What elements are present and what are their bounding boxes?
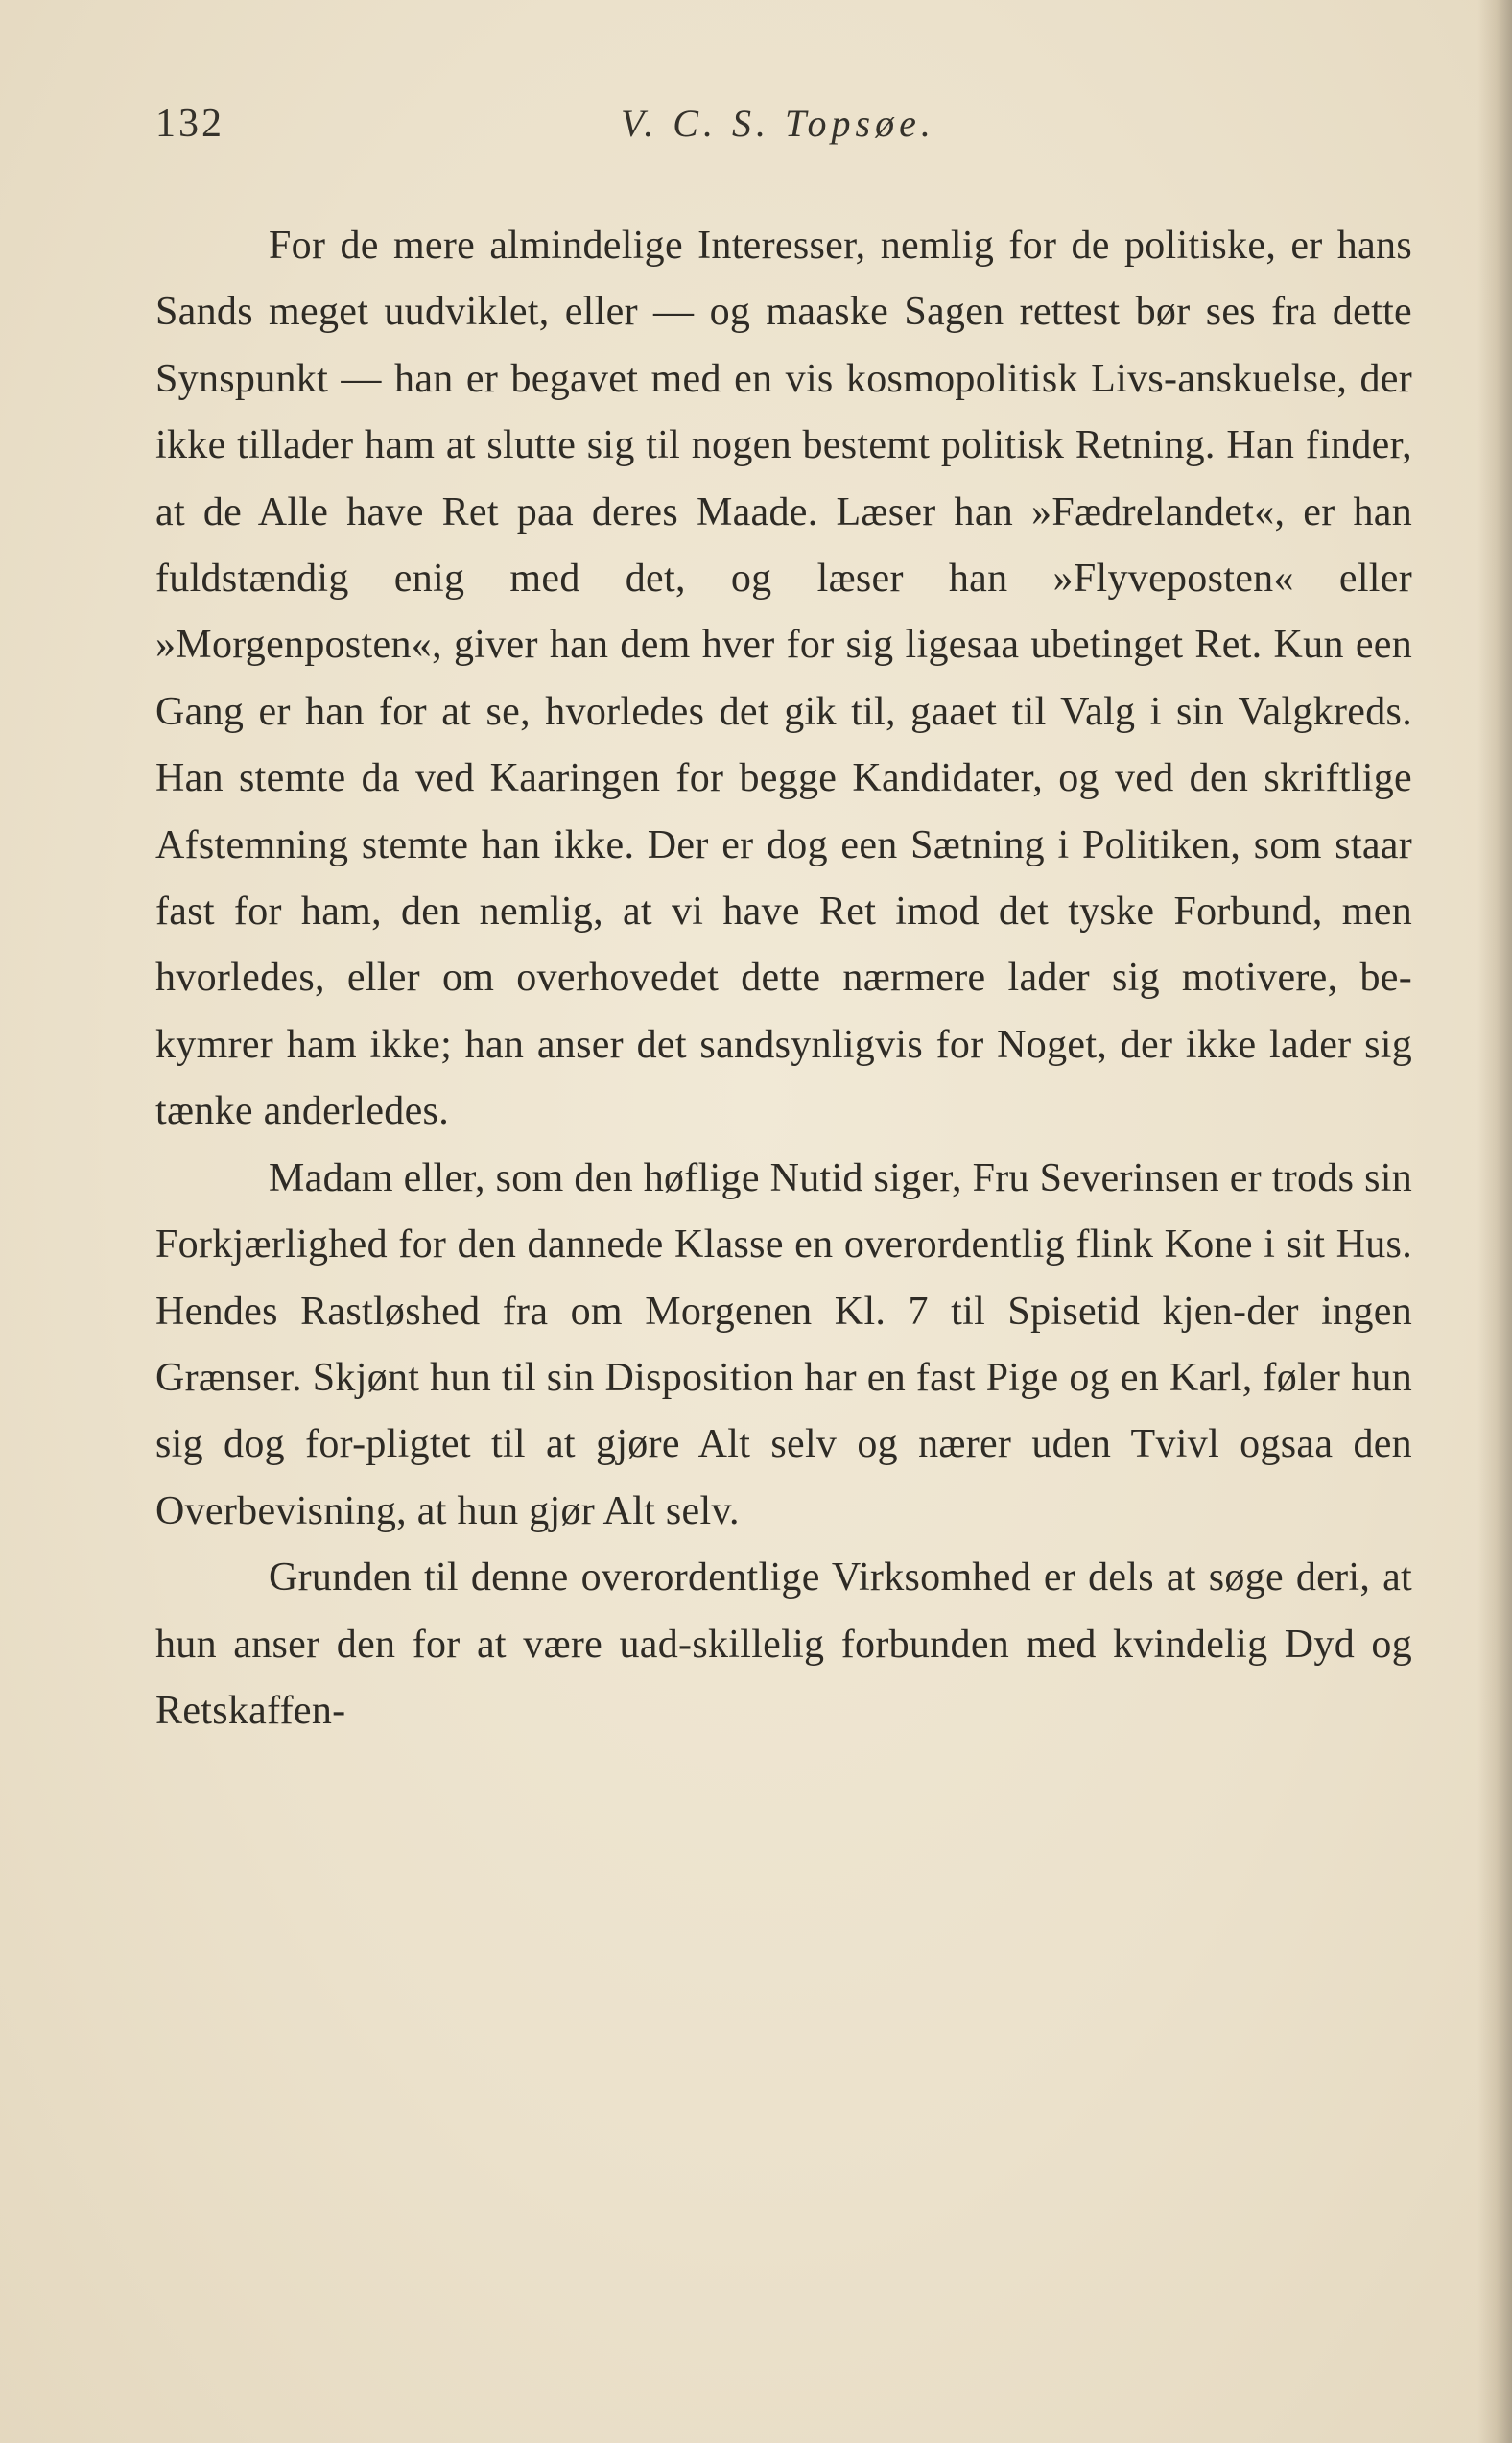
page-number: 132 — [155, 102, 224, 146]
running-head: V. C. S. Topsøe. — [621, 102, 935, 145]
body-text — [155, 213, 1412, 1744]
paragraph-2: Madam eller, som den høflige Nutid siger, Fru Severinsen er trods sin Forkjærlighed for den dannede Klasse en overordentlig flink Kone i sit Hus. Hendes Rastløshed fra om Morgenen Kl. 7 til Spisetid kjen-der ingen Grænser. Skjønt hun til sin Disposition har en fast Pige og en Karl, føler hun sig dog for-pligtet til at gjøre Alt selv og nærer uden Tvivl ogsaa den Overbevisning, at hun gjør Alt selv. — [155, 1155, 1412, 1533]
paragraph-1: For de mere almindelige Interesser, nemlig for de politiske, er hans Sands meget uudviklet, eller — og maaske Sagen rettest bør ses fra dette Synspunkt — han er begavet med en vis kosmopolitisk Livs-anskuelse, der ikke tillader ham at slutte sig til nogen bestemt politisk Retning. Han finder, at de Alle have Ret paa deres Maade. Læser han »Fædrelandet«, er han fuldstændig enig med det, og læser han »Flyveposten« eller »Morgenposten«, giver han dem hver for sig ligesaa ubetinget Ret. Kun een Gang er han for at se, hvorledes det gik til, gaaet til Valg i sin Valgkreds. Han stemte da ved Kaaringen for begge Kandidater, og ved den skriftlige Afstemning stemte han ikke. Der er dog een Sætning i Politiken, som staar fast for ham, den nemlig, at vi have Ret imod det tyske Forbund, men hvorledes, eller om overhovedet dette nærmere lader sig motivere, be-kymrer ham ikke; han anser det sandsynligvis for Noget, der ikke lader sig tænke anderledes. — [155, 224, 1412, 1134]
page-edge-shadow — [1477, 0, 1512, 2443]
page-header — [155, 101, 1422, 158]
paragraph-3: Grunden til denne overordentlige Virksomhed er dels at søge deri, at hun anser den for at være uad-skillelig forbunden med kvindelig Dyd og Retskaffen- — [155, 1555, 1412, 1733]
